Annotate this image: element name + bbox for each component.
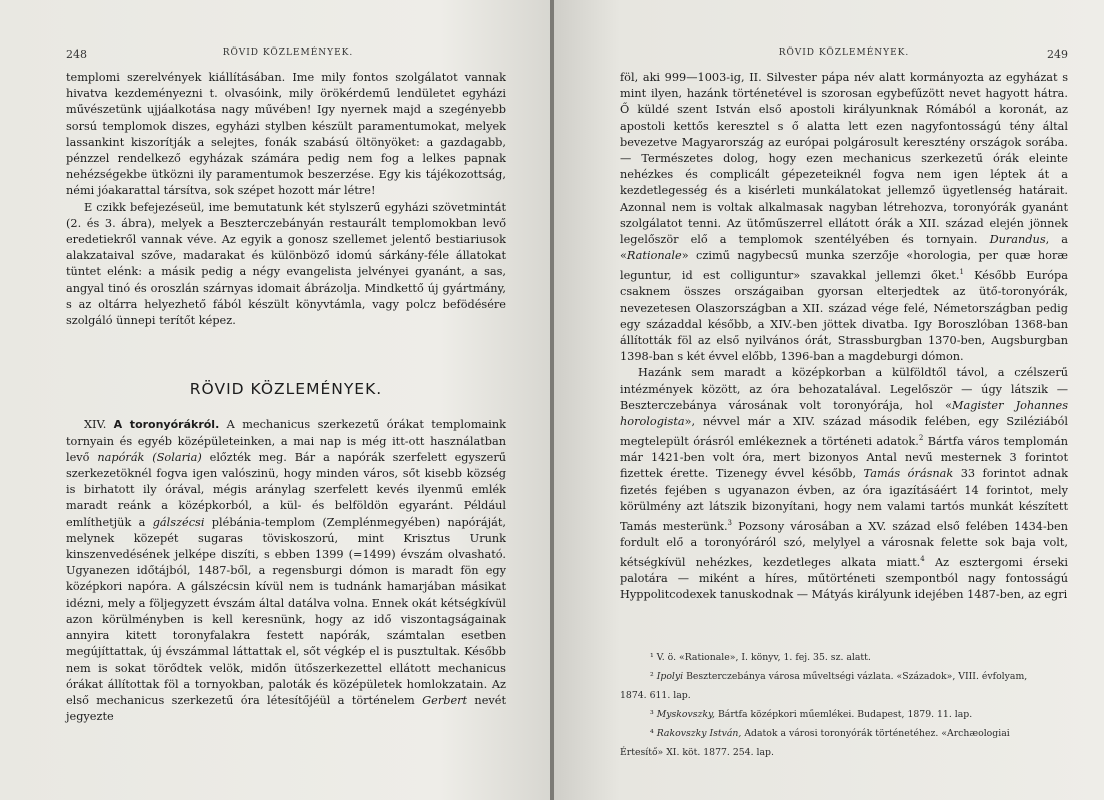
footnote-4-continued: Értesítő» XI. köt. 1877. 254. lap.	[620, 747, 774, 758]
italic-run: napórák (Solaria)	[97, 450, 202, 464]
text-run: plébánia-templom (Zemplénmegyében) napóráját, melynek közepét sugaras töviskoszorú, mint Krisztus Urunk kinszenvedésének jelképe diszíti, s ebben 1399 (=1499) évszám olvasható. Ugyanezen időtájból, 1487-ből, a regensburgi dómon is maradt fön egy középkori napóra. A gálszécsin kívül nem is tudnánk hamarjában másikat idézni, mely a följegyzett évszám által datálva volna. Ennek okát kétségkívül azon körülményben is kell keresnünk, hogy az idő viszontagságainak annyira kitett toronyfalakra festett napórák, számtalan esetben megújíttattak, új évszámmal láttattak el, sőt végkép el is pusztultak. Később nem is sokat törődtek velök, midőn ütőszerkezettel ellátott mechanicus órákat állítottak föl a tornyokban, paloták és középületek homlokzatain. Az első mechanicus szerkezetű óra létesítőjéül a történelem	[66, 515, 506, 707]
text-run: Pozsony városában a XV. század első felében 1434-ben fordult elő a toronyóráról szó, melylyel a városnak felette sok baja volt, kétségkívül nehézkes, kezdetleges alkata miatt.	[620, 519, 1068, 569]
text-run: Bártfa város templomán már 1421-ben volt óra, mert bizonyos Antal nevű mesternek 3 forintot fizettek érette. Tizenegy évvel később,	[620, 435, 1068, 481]
text-run: A mechanicus szerkezetű órákat templomaink tornyain és egyéb középületeinken, a mai nap is még itt-ott használatban levő	[66, 418, 507, 464]
text-run: föl, aki 999—1003-ig, II. Silvester pápa név alatt kormányozta az egyházat s mint ilyen, hazánk történetével is szorosan egybefűzött nevet hagyott hátra. Ő küldé szent István első apostoli királyunknak Rómából a koronát, az apostoli kettős keresztel s ő alatta lett ezen nagyfontosságú tény által bevezetve Magyarország az európai polgárosult keresztény országok sorába. — Természetes dolog, hogy ezen mechanicus szerkezetű órák eleinte nehézkes és complicált gépezeteiknél fogva nem igen léptek át a kezdetlegesség és a kisérleti munkálatokat jellemző ügyetlenség határait. Azonnal nem is voltak alkalmasak nagyban létrehozva, toronyórák gyanánt szolgálatot tenni. Az ütőműszerrel ellátott órák a XII. század elején jönnek legelőször elő a templomok szentélyében és tornyain.	[620, 71, 1068, 247]
text-run: nevét jegyezte	[66, 693, 506, 724]
left-running-title: RÖVID KÖZLEMÉNYEK.	[222, 48, 354, 58]
right-page-number: 249	[1047, 48, 1068, 61]
footnote-3	[620, 705, 1068, 724]
text-run: », névvel már a XIV. század második felében, egy Sziléziából megtelepült órásról emlékeznek a történeti adatok.	[620, 415, 1068, 448]
italic-run: Magister Johannes horologista	[620, 398, 1068, 429]
footnote-4	[620, 724, 1068, 743]
citation-text: Bártfa középkori műemlékei. Budapest, 1879. 11. lap.	[715, 709, 973, 720]
footnote-mark: ⁴	[650, 728, 654, 739]
right-running-title: RÖVID KÖZLEMÉNYEK.	[778, 48, 910, 58]
italic-run: Rationale	[626, 249, 682, 263]
text-run: Később Európa csaknem összes országaiban gyorsan elterjedtek az ütő-toronyórák, nevezetesen Olaszországban a XII. század vége felé, Németországban pedig egy századdal később, a XIV.-ben jöttek divatba. Igy Boroszlóban 1368-ban állították föl az első nyilvános órát, Strassburgban 1370-ben, Augsburgban 1398-ban s két évvel előbb, 1396-ban a magdeburgi dómon.	[620, 269, 1068, 364]
item-number: XIV.	[84, 418, 107, 432]
left-paragraph-2: E czikk befejezéseül, ime bemutatunk két stylszerű egyházi szövetmintát (2. és 3. ábra), melyek a Beszterczebányán restaurált templomokban levő eredetiekről vannak véve. Az egyik a gonosz szellemet jelentő bestiariusok alakzataival szőve, madarakat és különböző idomú sárkány-féle állatokat tüntet elénk: a másik pedig a négy evangelista jelvényei gyanánt, a sas, angyal tinó és oroszlán szárnyas idomait ábrázolja. Mindkettő új gyártmány, s az oltárra helyezhető fából készült könyvtámla, vagy polcz befödésére szolgáló ünnepi terítőt képez.	[66, 200, 506, 328]
italic-run: Gerbert	[422, 693, 468, 707]
author-name: Ipolyi	[656, 671, 684, 682]
left-running-head	[0, 48, 550, 61]
italic-run: gálszécsi	[152, 515, 205, 529]
text-run: , a «	[620, 233, 1068, 263]
citation-text: Beszterczebánya városa műveltségi vázlata. «Századok», VIII. évfolyam,	[683, 671, 1028, 682]
italic-run: Tamás órásnak	[863, 467, 954, 481]
author-name: Rakovszky István,	[656, 728, 742, 739]
section-title: RÖVID KÖZLEMÉNYEK.	[189, 380, 383, 399]
right-running-head	[554, 48, 1104, 61]
footnote-ref: 1	[959, 268, 964, 277]
text-run: » czimű nagybecsű munka szerzője «horologia, per quæ horæ leguntur, id est colliguntur» szavakkal jellemzi őket.	[620, 249, 1068, 283]
footnote-mark: ³	[650, 709, 654, 720]
footnotes	[620, 648, 1068, 762]
left-page-number: 248	[66, 48, 87, 61]
footnote-mark: ²	[650, 671, 654, 682]
right-body	[620, 70, 1068, 604]
footnote-1: ¹ V. ö. «Rationale», I. könyv, 1. fej. 35. sz. alatt.	[650, 652, 871, 663]
citation-text: Adatok a városi toronyórák történetéhez. «Archæologiai	[741, 728, 1010, 739]
left-paragraph-1: templomi szerelvények kiállításában. Ime mily fontos szolgálatot vannak hivatva kezdeményezni t. olvasóink, mily örökérdemű lendületet egyházi művészetünk ujjáalkotása nagy művében! Igy nyernek majd a szegényebb sorsú templomok diszes, egyházi stylben készült paramentumokat, melyek lassankint kiszorítják a selejtes, fonák szabású öltönyöket: a gazdagabb, pénzzel rendelkező egyházak számára pedig nem fog a lelkes papnak nehézségekbe ütközni ily paramentumok beszerzése. Egy kis tájékozottság, némi jóakarattal társítva, sok szépet hozott már létre!	[66, 71, 506, 198]
text-run: Hazánk sem maradt a középkorban a külföldtől távol, a czélszerű intézmények között, az óra behozatalával. Legelőször — úgy látszik — Beszterczebánya városának volt toronyórája, hol «	[620, 366, 1068, 412]
footnote-ref: 3	[727, 519, 733, 528]
left-paragraph-3	[66, 417, 506, 725]
right-page	[554, 0, 1104, 800]
italic-run: Durandus	[989, 233, 1046, 247]
left-page	[0, 0, 550, 800]
right-paragraph-2	[620, 365, 1068, 603]
footnote-ref: 4	[920, 555, 925, 564]
text-run: előzték meg. Bár a napórák szerfelett egyszerű szerkezetöknél fogva igen valószinü, hogy minden város, sőt kisebb község is birhatott ily órával, mégis aránylag szerfelett kevés ilyenmű emlék maradt reánk a középkorból, a kül- és belföldön egyaránt. Például említhetjük a	[66, 450, 506, 529]
text-run: 33 forintot adnak fizetés fejében s ugyanazon évben, az óra igazításáért 14 forintot, mely körülmény azt látszik bizonyítani, hogy nem valami tartós munkát készített Tamás mesterünk.	[620, 467, 1069, 533]
footnote-2	[620, 667, 1068, 686]
right-paragraph-1	[620, 70, 1068, 365]
item-heading: A toronyórákról.	[113, 418, 220, 432]
text-run: Az esztergomi érseki palotára — miként a híres, műtörténeti szempontból nagy fontosságú Hyppolitcodexek tanuskodnak — Mátyás királyunk idejében 1487-ben, az egri	[620, 555, 1069, 602]
footnote-ref: 2	[918, 434, 924, 443]
footnote-2-continued: 1874. 611. lap.	[620, 690, 691, 701]
author-name: Myskovszky,	[656, 709, 716, 720]
left-body	[66, 70, 506, 725]
